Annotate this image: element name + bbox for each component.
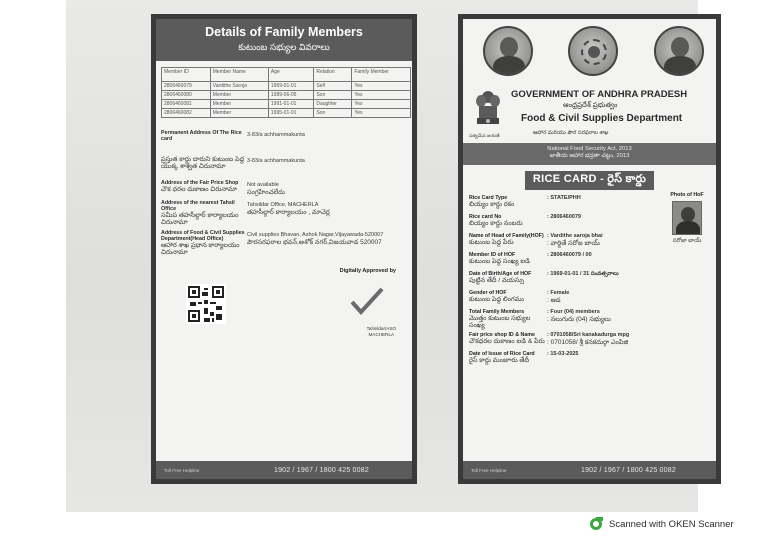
address-value: Civil supplies Bhavan, Ashok Nagar,Vijayawada-520007 [247,232,384,238]
approver-line: Tahsildar/ASO [366,326,396,331]
column-header: Age [268,68,313,82]
detail-value: : 2806460079 / 00 [547,252,592,258]
address-row-hof [156,152,412,170]
column-header: Member ID [162,68,211,82]
detail-label-telugu: మొత్తం కుటుంబ సభ్యుల సంఖ్య [469,315,531,329]
address-label-telugu: ప్రస్తుత కార్డు దారుని కుటుంబ పెద్ద యొక్క శాశ్వత చిరునామా [161,156,245,170]
table-cell: Vardithe Saroja [210,82,268,91]
detail-row-fair-price-shop [469,332,710,348]
table-cell: 2806460079 [162,82,211,91]
column-header: Member Name [210,68,268,82]
table-cell: 1991-01-01 [268,100,313,109]
detail-value-telugu: : నలుగురు (04) సభ్యులు [547,316,611,323]
state-seal-icon [568,26,618,76]
rice-card-page [458,14,721,484]
detail-value: : Female [547,290,570,296]
detail-label: Rice card No [469,214,502,220]
detail-value: : 2806460079 [547,214,581,220]
hof-photo [672,201,702,235]
detail-label: Total Family Members [469,309,525,315]
detail-label: Member ID of HOF [469,252,516,258]
detail-label: Date of Birth/Age of HOF [469,271,532,277]
detail-value-telugu: : వార్డితే సరోజ బాయ్ [547,240,600,247]
hof-photo-box [664,192,710,245]
address-value: Tahsildar Office, MACHERLA [247,202,319,208]
address-row-fair-price-shop [156,176,412,196]
detail-label: Fair price shop ID & Name [469,332,535,338]
helpline-numbers: 1902 / 1967 / 1800 425 0082 [581,466,676,474]
address-label: Address of Food & Civil Supplies Department(Head Office) [161,230,245,242]
detail-row-family-members [469,309,710,329]
address-label: Address of the Fair Price Shop [161,180,239,186]
nfsa-line: National Food Security Act, 2013 [547,146,632,152]
detail-label: Date of Issue of Rice Card [469,351,535,357]
table-header-row [162,68,411,82]
address-value-telugu: సంగ్రహించలేదు [247,189,285,196]
left-footer [156,461,412,479]
table-cell: Self [314,82,352,91]
detail-label-telugu: కుటుంబ పెద్ద లింగము [469,296,524,303]
rice-card-title-wrap [463,169,716,190]
qr-code-icon [186,284,226,324]
leader-photo [654,26,704,76]
table-cell: Member [210,109,268,118]
hof-signature: సరోజా బాయ్ [672,238,702,244]
table-cell: Yes [352,91,411,100]
scanner-watermark [589,517,734,531]
detail-label: Name of Head of Family(HOF) [469,233,544,239]
table-cell: Daughter [314,100,352,109]
right-footer [463,461,716,479]
nfsa-banner [463,143,716,165]
detail-value: : Four (04) members [547,309,600,315]
detail-value: : 0701058/Sri kanakadurga mpg [547,332,630,338]
emblem-caption: సత్యమేవ జయతే [469,133,500,138]
address-value-telugu: పౌరసరఫరాల భవన్,అశోక్ నగర్,విజయవాడ 520007 [247,239,382,246]
address-label-telugu: ఆహార శాఖ ప్రధాన కార్యాలయం చిరునామా [161,242,240,256]
column-header: Relation [314,68,352,82]
table-cell: Son [314,91,352,100]
helpline-label: Toll Free Helpline [164,467,200,473]
detail-label-telugu: రైస్ కార్డు మంజూరు తేదీ [469,357,530,364]
table-cell: 1995-01-01 [268,109,313,118]
rice-card-title: RICE CARD - రైస్ కార్డు [525,171,654,190]
detail-row-gender [469,290,710,306]
detail-label: Rice Card Type [469,195,508,201]
table-row [162,82,411,91]
department-title: Food & Civil Supplies Department [521,113,683,124]
detail-label-telugu: కుటుంబ పెద్ద పేరు [469,239,514,246]
detail-label-telugu: బియ్యం కార్డు నంబరు [469,220,523,227]
detail-label-telugu: చౌకధరల దుకాణం ఐడి & పేరు [469,338,545,345]
leader-photo [483,26,533,76]
detail-row-member-id [469,252,710,268]
table-cell: Yes [352,109,411,118]
table-cell: 2806460081 [162,100,211,109]
detail-row-issue-date [469,351,710,367]
family-details-title: Details of Family Members [205,25,363,39]
government-header [463,87,716,143]
table-cell: Member [210,91,268,100]
table-cell: 2806460082 [162,109,211,118]
oken-logo-icon [589,517,603,531]
address-row-permanent [156,126,412,142]
table-row [162,91,411,100]
family-details-page [151,14,417,484]
address-row-head-office [156,226,412,256]
hof-photo-label: Photo of HoF [670,192,704,198]
address-label: Address of the nearest Tahsil Office [161,200,235,212]
address-label: Permanent Address Of The Rice card [161,130,242,142]
address-value: Not available [247,182,279,188]
national-emblem-icon [475,89,501,131]
detail-label-telugu: పుట్టిన తేదీ / వయస్సు [469,277,525,284]
scanner-text: Scanned with OKEN Scanner [609,518,734,530]
detail-label: Gender of HOF [469,290,507,296]
family-details-header [156,19,412,61]
detail-label-telugu: బియ్యం కార్డు రకం [469,201,515,208]
table-cell: Yes [352,100,411,109]
table-row [162,100,411,109]
table-cell: Yes [352,82,411,91]
table-cell: Member [210,100,268,109]
address-value: 3-83/a achhammakunta [247,132,305,138]
address-row-tahsil [156,196,412,226]
detail-value: : Vardithe saroja bhai [547,233,603,239]
approver-line: MACHERLA [368,331,395,337]
family-details-title-telugu: కుటుంబ సభ్యుల వివరాలు [238,42,330,52]
address-value-telugu: తహసీల్దార్ కార్యాలయం , మాచెర్ల [247,209,330,216]
detail-label-telugu: కుటుంబ పెద్ద సంఖ్య ఐడి [469,258,530,265]
digitally-approved-label: Digitally Approved by [339,268,396,274]
detail-value: : STATE/PHH [547,195,581,201]
checkmark-icon [346,286,386,316]
detail-value-telugu: : ఆడ [547,297,561,304]
helpline-numbers: 1902 / 1967 / 1800 425 0082 [274,466,369,474]
column-header: Family Member [352,68,411,82]
table-cell: 1989-06-05 [268,91,313,100]
government-title: GOVERNMENT OF ANDHRA PRADESH [511,89,688,100]
address-value: 3-83/a achhammakunta [247,158,305,164]
table-cell: 2806460080 [162,91,211,100]
table-cell: 1969-01-01 [268,82,313,91]
address-label-telugu: చౌక ధరల దుకాణం చిరునామా [161,186,237,193]
address-label-telugu: సమీప తహసీల్దార్ కార్యాలయం చిరునామా [161,212,239,226]
approver-designation [367,326,396,337]
detail-value: : 15-03-2025 [547,351,579,357]
detail-value: : 1969-01-01 / 31 సంవత్సరాలు [547,271,619,277]
rice-card-details [463,190,716,367]
table-row [162,109,411,118]
helpline-label: Toll Free Helpline [471,467,507,473]
leader-photos [463,19,716,87]
family-members-table [161,67,411,118]
department-title-telugu: ఆహార మరియు పౌర సరఫరాల శాఖ [533,130,609,136]
nfsa-line: జాతీయ ఆహార భద్రతా చట్టం, 2013 [549,153,630,159]
table-cell: Son [314,109,352,118]
scanned-sheet [66,0,704,512]
government-title-telugu: ఆంధ్రప్రదేశ్ ప్రభుత్వం [563,102,618,109]
detail-row-dob [469,271,710,287]
detail-value-telugu: : 0701058/ శ్రీ కనకదుర్గా ఎంపిజి [547,339,629,346]
approval-area [156,262,412,348]
